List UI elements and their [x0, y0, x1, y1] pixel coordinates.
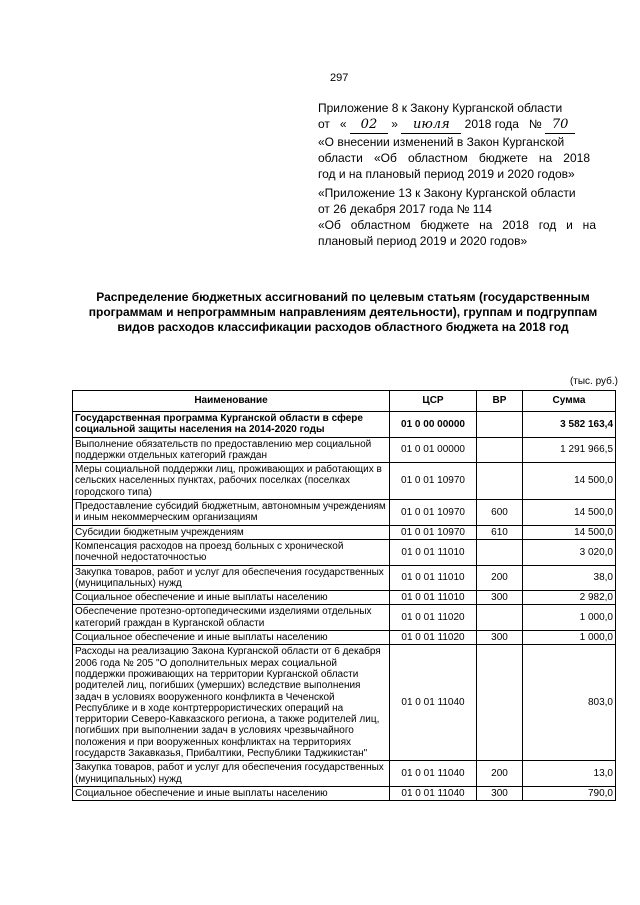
table-row [73, 565, 616, 591]
cell-sum: 1 000,0 [523, 631, 616, 645]
annex-from-label: от [318, 117, 330, 131]
quote-close: » [391, 117, 398, 131]
cell-vr [477, 437, 523, 463]
page-number: 297 [330, 72, 349, 84]
cell-csr: 01 0 01 11040 [390, 645, 477, 761]
cell-vr [477, 605, 523, 631]
cell-name: Выполнение обязательств по предоставлению мер социальной поддержки отдельных категорий граждан [73, 437, 390, 463]
cell-vr [477, 412, 523, 438]
handwritten-day: 02 [350, 117, 388, 134]
cell-sum: 790,0 [523, 786, 616, 800]
annex-header-original [318, 185, 618, 249]
cell-sum: 1 291 966,5 [523, 437, 616, 463]
cell-csr: 01 0 01 10970 [390, 525, 477, 539]
cell-name: Закупка товаров, работ и услуг для обеспечения государственных (муниципальных) нужд [73, 565, 390, 591]
header-csr: ЦСР [390, 391, 477, 412]
table-row [73, 500, 616, 526]
cell-sum: 803,0 [523, 645, 616, 761]
annex-year: 2018 года [464, 117, 519, 131]
document-title: Распределение бюджетных ассигнований по целевым статьям (государственным программам и непрограммным направлениям деятельности), группам и подгруппам видов расходов классификации расходов областного бюджета на 2018 год [88, 290, 598, 334]
table-row [73, 786, 616, 800]
cell-name: Государственная программа Курганской области в сфере социальной защиты населения на 2014-2020 годы [73, 412, 390, 438]
cell-sum: 1 000,0 [523, 605, 616, 631]
table-row [73, 631, 616, 645]
table-row [73, 539, 616, 565]
annex-line: «О внесении изменений в Закон Курганской [318, 135, 565, 149]
cell-csr: 01 0 01 11020 [390, 631, 477, 645]
table-row [73, 463, 616, 500]
header-name: Наименование [73, 391, 390, 412]
cell-vr: 300 [477, 631, 523, 645]
handwritten-number: 70 [545, 117, 575, 134]
header-sum: Сумма [523, 391, 616, 412]
table-row [73, 761, 616, 787]
table-row [73, 437, 616, 463]
budget-table [72, 390, 616, 801]
cell-name: Социальное обеспечение и иные выплаты населению [73, 591, 390, 605]
cell-sum: 13,0 [523, 761, 616, 787]
annex-header-amendment [318, 100, 618, 182]
cell-vr: 610 [477, 525, 523, 539]
cell-csr: 01 0 01 11040 [390, 786, 477, 800]
cell-vr: 200 [477, 565, 523, 591]
cell-sum: 3 020,0 [523, 539, 616, 565]
annex-line: «Приложение 13 к Закону Курганской области [318, 186, 576, 200]
table-row [73, 605, 616, 631]
table-header-row [73, 391, 616, 412]
quote-open: « [339, 117, 347, 131]
cell-vr: 300 [477, 591, 523, 605]
annex-line: плановый период 2019 и 2020 годов» [318, 234, 528, 248]
cell-name: Социальное обеспечение и иные выплаты населению [73, 786, 390, 800]
cell-sum: 38,0 [523, 565, 616, 591]
cell-sum: 14 500,0 [523, 525, 616, 539]
cell-name: Предоставление субсидий бюджетным, автономным учреждениям и иным некоммерческим организациям [73, 500, 390, 526]
cell-vr [477, 539, 523, 565]
cell-sum: 14 500,0 [523, 500, 616, 526]
table-row [73, 645, 616, 761]
cell-vr: 300 [477, 786, 523, 800]
annex-date-line [318, 116, 618, 134]
header-vr: ВР [477, 391, 523, 412]
cell-vr: 600 [477, 500, 523, 526]
cell-vr: 200 [477, 761, 523, 787]
cell-csr: 01 0 00 00000 [390, 412, 477, 438]
cell-name: Компенсация расходов на проезд больных с хронической почечной недостаточностью [73, 539, 390, 565]
annex-line: Приложение 8 к Закону Курганской области [318, 101, 563, 115]
units-label: (тыс. руб.) [569, 376, 618, 387]
annex-line: области «Об областном бюджете на 2018 [318, 151, 590, 165]
annex-line: «Об областном бюджете на 2018 год и на [318, 218, 596, 232]
handwritten-month: июля [401, 117, 461, 134]
cell-csr: 01 0 01 00000 [390, 437, 477, 463]
cell-csr: 01 0 01 11020 [390, 605, 477, 631]
cell-sum: 3 582 163,4 [523, 412, 616, 438]
cell-name: Обеспечение протезно-ортопедическими изделиями отдельных категорий граждан в Курганской области [73, 605, 390, 631]
table-row [73, 525, 616, 539]
annex-line: от 26 декабря 2017 года № 114 [318, 202, 492, 216]
cell-csr: 01 0 01 10970 [390, 500, 477, 526]
cell-csr: 01 0 01 11010 [390, 565, 477, 591]
cell-vr [477, 645, 523, 761]
cell-sum: 2 982,0 [523, 591, 616, 605]
cell-name: Социальное обеспечение и иные выплаты населению [73, 631, 390, 645]
cell-name: Расходы на реализацию Закона Курганской области от 6 декабря 2006 года № 205 "О дополнительных мерах социальной поддержки проживающих на территории Курганской области родителей лиц, погибших (умерших) вследствие выполнения задач в условиях вооруженного конфликта в Чеченской Республике и в ходе контртеррористических операций на территории Северо-Кавказского региона, а также родителей лиц, погибших при выполнении задач в условиях чрезвычайного положения и при вооруженных конфликтах на территориях государств Закавказья, Прибалтики, Республики Таджикистан" [73, 645, 390, 761]
table-row [73, 591, 616, 605]
cell-csr: 01 0 01 11040 [390, 761, 477, 787]
cell-vr [477, 463, 523, 500]
annex-line: год и на плановый период 2019 и 2020 годов» [318, 167, 575, 181]
cell-csr: 01 0 01 10970 [390, 463, 477, 500]
number-label: № [528, 117, 542, 131]
cell-csr: 01 0 01 11010 [390, 591, 477, 605]
cell-name: Субсидии бюджетным учреждениям [73, 525, 390, 539]
cell-name: Закупка товаров, работ и услуг для обеспечения государственных (муниципальных) нужд [73, 761, 390, 787]
cell-csr: 01 0 01 11010 [390, 539, 477, 565]
cell-sum: 14 500,0 [523, 463, 616, 500]
cell-name: Меры социальной поддержки лиц, проживающих и работающих в сельских населенных пунктах, рабочих поселках (поселках городского типа) [73, 463, 390, 500]
table-row [73, 412, 616, 438]
